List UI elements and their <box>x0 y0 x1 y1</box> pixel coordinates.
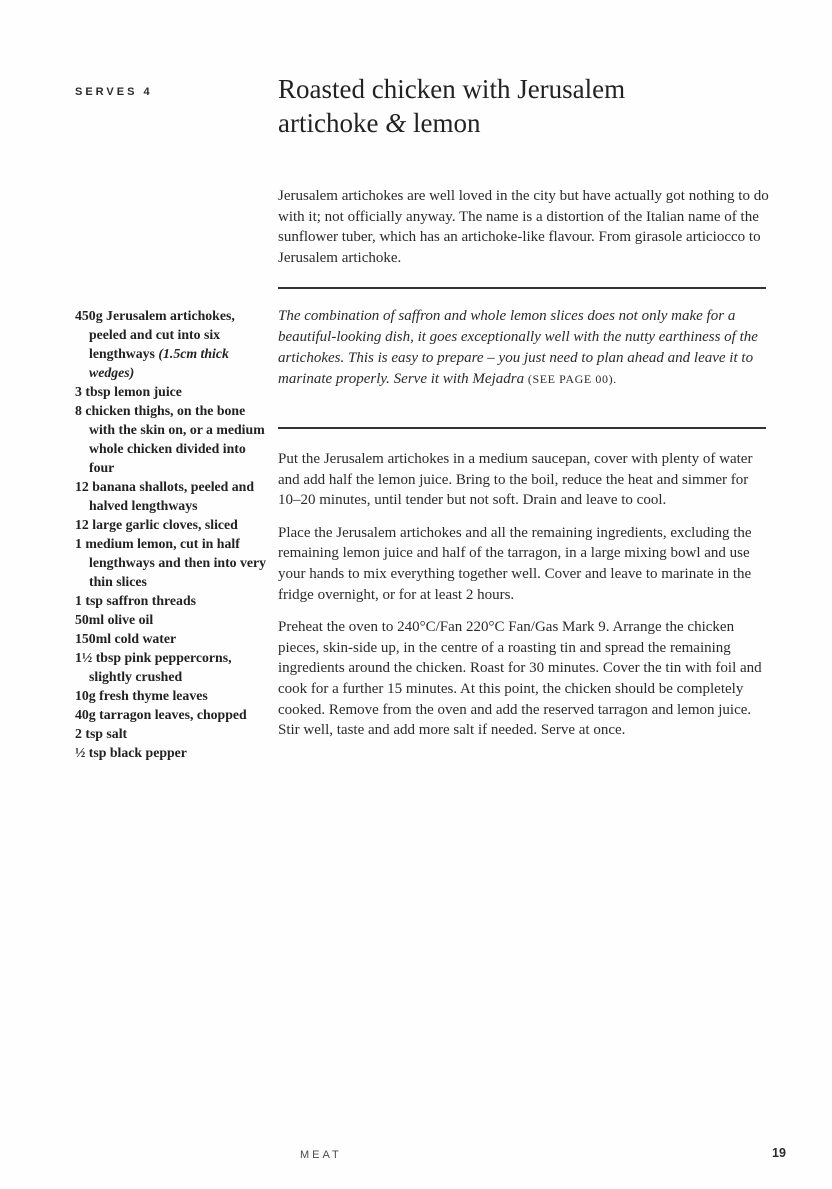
title-line2-text-end: lemon <box>406 108 481 138</box>
ingredient-text: 1 medium lemon, cut in half lengthways and then into very thin slices <box>75 536 267 589</box>
method-paragraph: Place the Jerusalem artichokes and all the remaining ingredients, excluding the remaining lemon juice and half of the tarragon, in a large mixing bowl and use your hands to mix everything together well. Cover and leave to marinate in the fridge overnight, or for at least 2 hours. <box>278 524 752 603</box>
note-italic-text: The combination of saffron and whole lemon slices does not only make for a beautiful-looking dish, it goes exceptionally well with the nutty earthiness of the artichokes. This is easy to prepare – you just need to plan ahead and leave it to marinate properly. Serve it with Mejadra <box>278 308 758 387</box>
ingredient-item <box>75 743 267 762</box>
ingredient-text: 1 tsp saffron threads <box>75 593 196 608</box>
method-paragraphs <box>278 449 770 753</box>
title-line2-text: artichoke <box>278 108 386 138</box>
recipe-note <box>278 306 770 390</box>
ingredient-item <box>75 610 267 629</box>
ingredient-item <box>75 306 267 382</box>
ingredient-item <box>75 629 267 648</box>
page-number: 19 <box>772 1146 786 1160</box>
ingredient-text: ½ tsp black pepper <box>75 745 187 760</box>
ingredients-list <box>75 306 267 762</box>
ingredient-item <box>75 382 267 401</box>
note-top-rule <box>278 287 766 289</box>
serves-label: SERVES 4 <box>75 86 153 98</box>
title-line1: Roasted chicken with Jerusalem <box>278 74 626 104</box>
ingredient-item <box>75 686 267 705</box>
ingredient-text: 1½ tbsp pink peppercorns, slightly crushed <box>75 650 232 684</box>
ingredient-text: 3 tbsp lemon juice <box>75 384 182 399</box>
ingredient-text: 50ml olive oil <box>75 612 154 627</box>
ingredient-item <box>75 477 267 515</box>
intro-paragraph: Jerusalem artichokes are well loved in the city but have actually got nothing to do with it; not officially anyway. The name is a distortion of the Italian name of the sunflower tuber, which has an artichoke-like flavour. From girasole articiocco to Jerusalem artichoke. <box>278 188 769 266</box>
ingredient-text: 10g fresh thyme leaves <box>75 688 208 703</box>
ingredient-item <box>75 724 267 743</box>
note-page-reference: (SEE PAGE 00). <box>527 372 617 386</box>
ingredient-text: 40g tarragon leaves, chopped <box>75 707 247 722</box>
ingredient-item <box>75 648 267 686</box>
ingredient-text: 8 chicken thighs, on the bone with the skin on, or a medium whole chicken divided into four <box>75 403 265 475</box>
method-paragraph: Preheat the oven to 240°C/Fan 220°C Fan/Gas Mark 9. Arrange the chicken pieces, skin-side up, in the centre of a roasting tin and spread the remaining ingredients around the chicken. Roast for 30 minutes. Cover the tin with foil and cook for a further 15 minutes. At this point, the chicken should be completely cooked. Remove from the oven and add the reserved tarragon and lemon juice. Stir well, taste and add more salt if needed. Serve at once. <box>278 619 762 739</box>
ingredient-text: 450g Jerusalem artichokes, peeled and cut into six lengthways <box>75 308 235 361</box>
ingredient-text: 12 large garlic cloves, sliced <box>75 517 238 532</box>
method-paragraph: Put the Jerusalem artichokes in a medium saucepan, cover with plenty of water and add half the lemon juice. Bring to the boil, reduce the heat and simmer for 10–20 minutes, until tender but not soft. Drain and leave to cool. <box>278 451 753 509</box>
title-ampersand: & <box>385 108 407 138</box>
ingredient-item <box>75 515 267 534</box>
ingredient-italic-note: (1.5cm thick wedges) <box>89 346 229 380</box>
ingredient-item <box>75 401 267 477</box>
ingredient-item <box>75 705 267 724</box>
ingredient-text: 150ml cold water <box>75 631 177 646</box>
ingredient-text: 2 tsp salt <box>75 726 128 741</box>
ingredient-text: 12 banana shallots, peeled and halved lengthways <box>75 479 255 513</box>
ingredient-item <box>75 591 267 610</box>
note-bottom-rule <box>278 427 766 429</box>
footer-section-label: MEAT <box>300 1149 342 1161</box>
ingredient-item <box>75 534 267 591</box>
recipe-title <box>278 72 798 140</box>
